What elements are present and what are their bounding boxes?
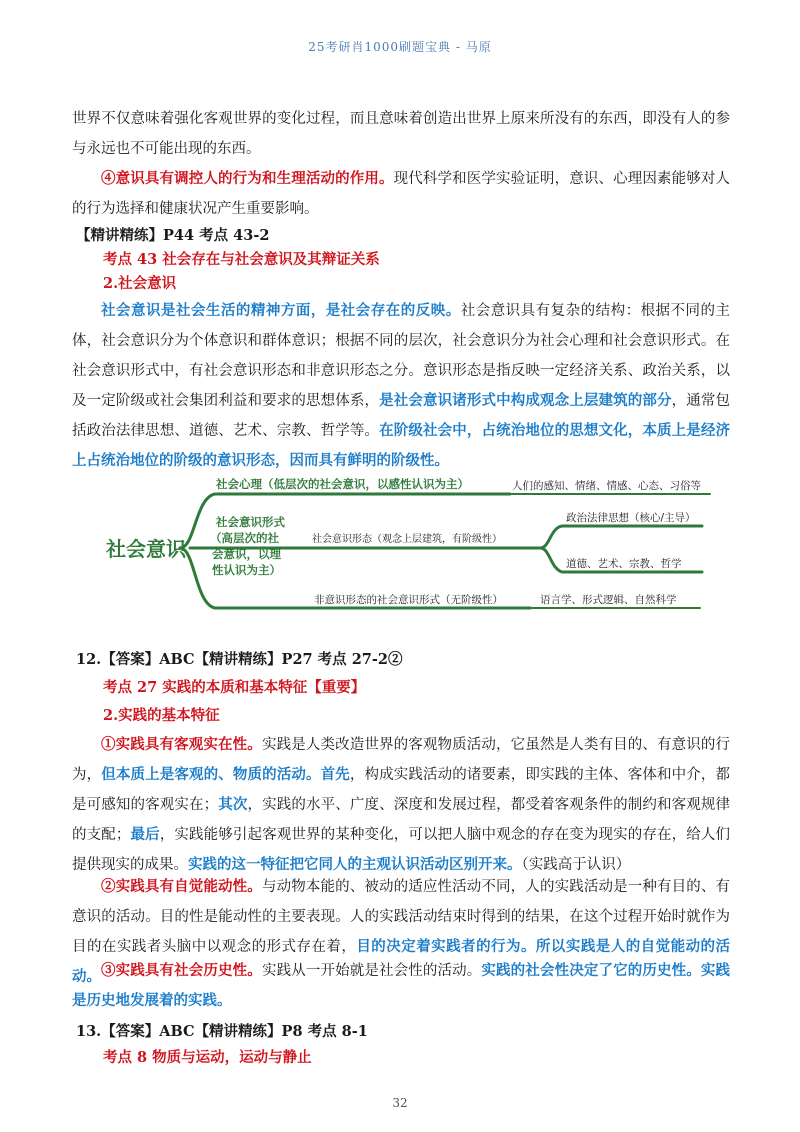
diagram-form-line-4: 性认识为主） — [212, 563, 281, 577]
feature-3-text: 实践从一开始就是社会性的活动。 — [261, 963, 482, 979]
diagram-non-ideology: 非意识形态的社会意识形式（无阶级性） — [314, 594, 503, 606]
diagram-non-ideology-leaf: 语言学、形式逻辑、自然科学 — [540, 594, 677, 606]
feature-1-text-2: ，构成实践活动的诸要素，即实践的主体、客体和中介，都是可感知的客观实在； — [72, 767, 730, 813]
feature-1-highlight-1: 但本质上是客观的、物质的活动。首先 — [101, 766, 350, 783]
intro-paragraph-1: 世界不仅意味着强化客观世界的变化过程，而且意味着创造出世界上原来所没有的东西，即没有人的参与永远也不可能出现的东西。 — [72, 111, 730, 157]
intro-point-4: ④意识具有调控人的行为和生理活动的作用。 — [101, 170, 394, 187]
diagram-form-line-1: 社会意识形式 — [216, 515, 285, 529]
diagram-ideology-leaf-2: 道德、艺术、宗教、哲学 — [566, 558, 682, 570]
feature-1-highlight-2: 其次 — [218, 796, 248, 813]
kaodian-43-title: 考点 43 社会存在与社会意识及其辩证关系 — [103, 251, 380, 268]
practice-subtitle: 2.实践的基本特征 — [103, 707, 220, 724]
kaodian-8-title: 考点 8 物质与运动，运动与静止 — [103, 1049, 312, 1066]
diagram-social-psychology-leaf: 人们的感知、情绪、情感、心态、习俗等 — [512, 480, 701, 492]
reference-p44: 【精讲精练】P44 考点 43-2 — [76, 227, 270, 244]
ideology-highlight: 是社会意识诸形式中构成观念上层建筑的部分 — [379, 392, 672, 409]
intro-paragraph-2 — [72, 164, 730, 224]
important-tag: 【重要】 — [307, 679, 366, 696]
question-13-answer: 13.【答案】ABC【精讲精练】P8 考点 8-1 — [76, 1023, 368, 1040]
class-nature-highlight: 在阶级社会中，占统治地位的思想文化，本质上是经济上占统治地位的阶级的意识形态，因而具有鲜明的阶级性。 — [72, 422, 730, 469]
feature-1-title: ①实践具有客观实在性。 — [101, 736, 262, 753]
page-header: 25考研肖1000刷题宝典 - 马原 — [308, 40, 492, 54]
feature-1-text-3: ，实践的水平、广度、深度和发展过程，都受着客观条件的制约和客观规律的支配； — [72, 797, 730, 843]
social-consciousness-diagram — [100, 476, 730, 626]
feature-3-title: ③实践具有社会历史性。 — [101, 962, 262, 979]
diagram-ideology-leaf-1: 政治法律思想（核心/主导） — [566, 512, 696, 524]
feature-2-highlight: 目的决定着实践者的行为。所以实践是人的自觉能动的活动。 — [72, 938, 731, 985]
page-number: 32 — [392, 1096, 408, 1110]
intro-point-4-text: 现代科学和医学实验证明，意识、心理因素能够对人的行为选择和健康状况产生重要影响。 — [72, 171, 731, 217]
feature-1-text-4: ，实践能够引起客观世界的某种变化，可以把人脑中观念的存在变为现实的存在，给人们提供现实的成果。 — [72, 827, 730, 873]
diagram-form-line-2: （高层次的社 — [210, 531, 279, 545]
feature-1-text-1: 实践是人类改造世界的客观物质活动，它虽然是人类有目的、有意识的行为， — [72, 737, 731, 783]
social-consciousness-subtitle: 2.社会意识 — [103, 275, 177, 292]
diagram-social-psychology: 社会心理（低层次的社会意识，以感性认识为主） — [216, 477, 469, 491]
diagram-ideology: 社会意识形态（观念上层建筑，有阶级性） — [312, 534, 502, 545]
feature-3-highlight: 实践的社会性决定了它的历史性。实践是历史地发展着的实践。 — [72, 962, 731, 1009]
feature-2-title: ②实践具有自觉能动性。 — [101, 878, 262, 895]
diagram-form-line-3: 会意识，以理 — [212, 547, 281, 561]
ideology-text: ，通常包括政治法律思想、道德、艺术、宗教、哲学等。 — [72, 393, 730, 439]
kaodian-27-title — [103, 676, 365, 697]
social-def-highlight: 社会意识是社会生活的精神方面，是社会存在的反映。 — [101, 302, 461, 319]
social-consciousness-paragraph — [72, 296, 730, 476]
feature-1-highlight-4: 实践的这一特征把它同人的主观认识活动区别开来。 — [188, 856, 522, 873]
feature-2-text: 与动物本能的、被动的适应性活动不同，人的实践活动是一种有目的、有意识的活动。目的性是能动性的主要表现。人的实践活动结束时得到的结果，在这个过程开始时就作为目的在实践者头脑中以观念的形式存在着， — [72, 879, 731, 955]
practice-feature-1 — [72, 730, 730, 880]
practice-feature-3 — [72, 956, 730, 1016]
feature-1-note: （实践高于认识） — [521, 857, 631, 873]
kaodian-27-name: 考点 27 实践的本质和基本特征 — [103, 679, 308, 696]
question-12-answer: 12.【答案】ABC【精讲精练】P27 考点 27-2② — [76, 651, 403, 668]
branch-line-ideo-up — [540, 526, 702, 548]
social-def-text: 社会意识具有复杂的结构：根据不同的主体，社会意识分为个体意识和群体意识；根据不同的层次，社会意识分为社会心理和社会意识形式。在社会意识形式中，有社会意识形态和非意识形态之分。意识形态是指反映一定经济关系、政治关系，以及一定阶级或社会集团利益和要求的思想体系， — [72, 303, 731, 409]
feature-1-highlight-3: 最后 — [130, 826, 160, 843]
diagram-root: 社会意识 — [106, 537, 186, 561]
